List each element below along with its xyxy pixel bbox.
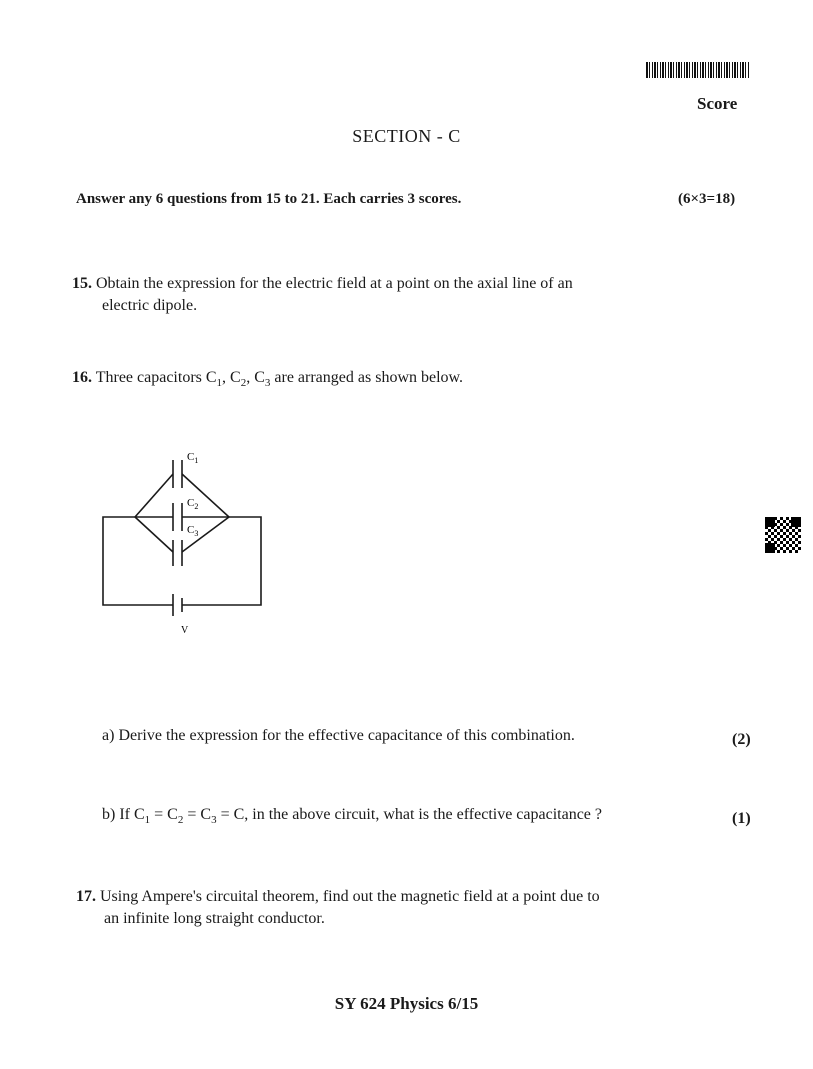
question-text-line2: an infinite long straight conductor.	[104, 910, 325, 927]
question-17	[76, 886, 696, 930]
question-text: Three capacitors $C_1$, $C_2$, $C_3$ are arranged as shown below.	[95, 369, 464, 390]
question-16	[72, 367, 672, 394]
barcode	[646, 62, 750, 78]
v-label: V	[181, 625, 189, 636]
question-number: 16.	[72, 369, 92, 386]
question-text-line1: Obtain the expression for the electric field at a point on the axial line of an	[96, 275, 573, 292]
c1-label: $C_1$	[187, 451, 199, 465]
part-label: a)	[102, 727, 115, 744]
c3-label: $C_3$	[187, 524, 199, 538]
page-footer: SY 624 Physics 6/15	[334, 994, 479, 1013]
part-label: b)	[102, 806, 116, 823]
capacitor-circuit-diagram	[95, 448, 275, 638]
question-number: 17.	[76, 888, 96, 905]
question-text-line1: Using Ampere's circuital theorem, find out the magnetic field at a point due to	[100, 888, 600, 905]
section-marks-total: (6×3=18)	[678, 191, 736, 207]
section-instructions: Answer any 6 questions from 15 to 21. Each carries 3 scores.	[76, 191, 462, 207]
question-16-part-a	[102, 727, 575, 745]
qr-code	[764, 516, 802, 554]
question-number: 15.	[72, 275, 92, 292]
part-text: If $C_1 = C_2 = C_3 = C$, in the above circuit, what is the effective capacitance ?	[119, 806, 603, 827]
c2-label: $C_2$	[187, 497, 199, 511]
question-15	[72, 273, 672, 317]
question-16-part-b	[102, 806, 602, 826]
question-text-line2: electric dipole.	[102, 297, 198, 314]
part-a-marks: (2)	[732, 731, 751, 748]
section-title: SECTION - C	[352, 126, 461, 146]
part-b-marks: (1)	[732, 810, 751, 827]
score-label: Score	[697, 94, 738, 113]
part-text: Derive the expression for the effective capacitance of this combination.	[118, 727, 575, 744]
